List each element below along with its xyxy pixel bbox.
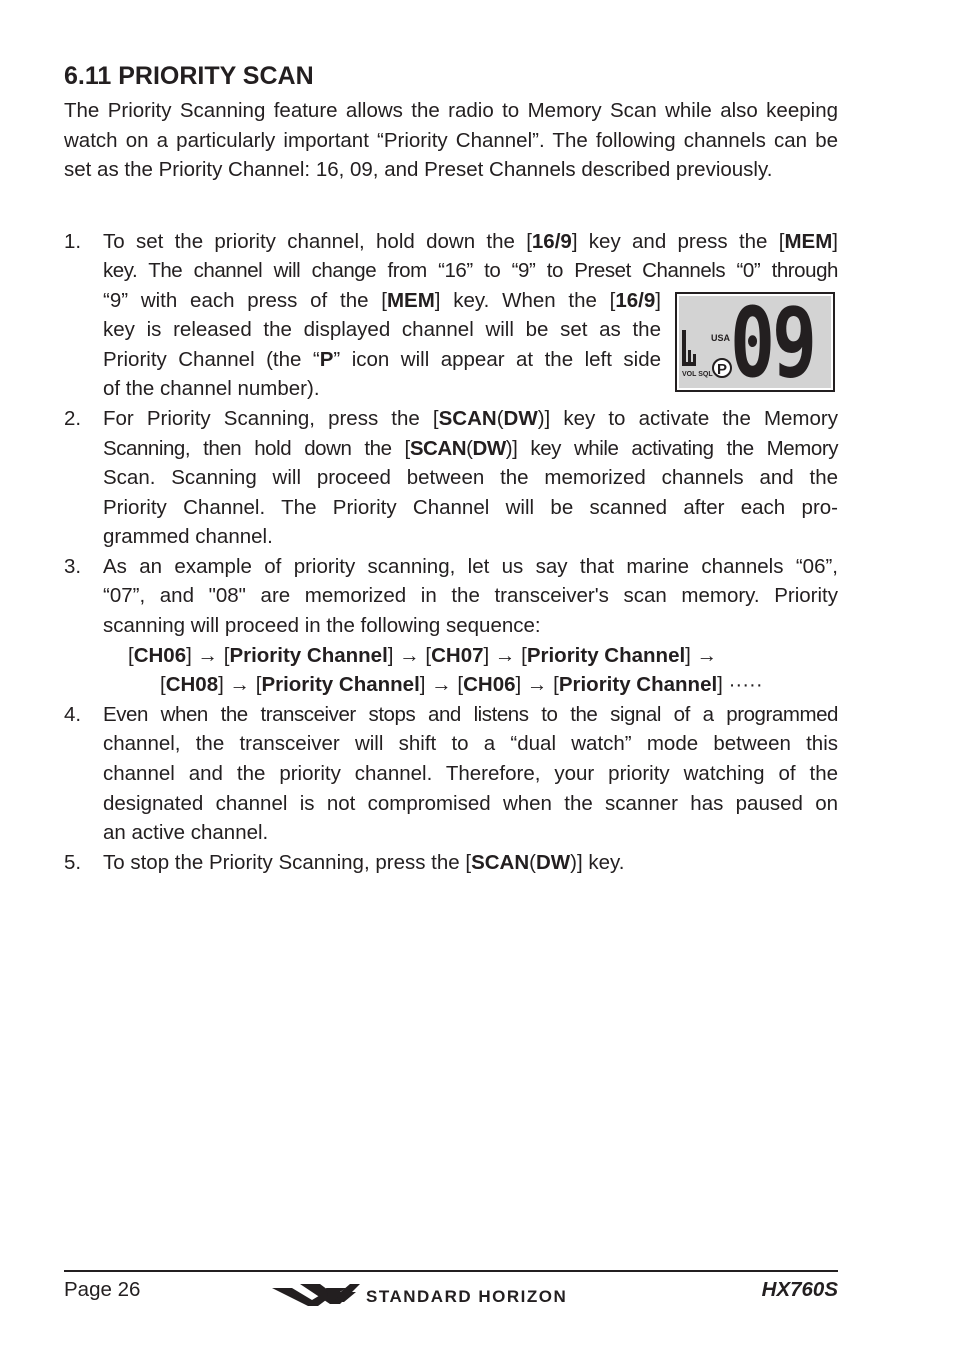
svg-text:P: P	[716, 361, 728, 378]
step-line: of the channel number).	[103, 377, 320, 400]
step-line: Priority Channel (the “P” icon will appear at the left side	[103, 348, 661, 371]
svg-text:STANDARD HORIZON: STANDARD HORIZON	[366, 1287, 568, 1306]
section-heading: 6.11 PRIORITY SCAN	[64, 62, 314, 90]
step-line: Priority Channel. The Priority Channel will be scanned after each pro-	[103, 496, 838, 519]
step-line: Even when the transceiver stops and listens to the signal of a programmed	[103, 703, 838, 726]
channel-digits: 09	[730, 292, 814, 392]
lcd-display-illustration	[675, 292, 835, 392]
step-line: “07”, and "08" are memorized in the transceiver's scan memory. Priority	[103, 584, 838, 607]
step-line: For Priority Scanning, press the [SCAN(DW)] key to activate the Memory	[103, 407, 838, 430]
arrow-right-icon: →	[197, 644, 219, 667]
step-number: 5.	[64, 851, 82, 874]
step-line: channel, the transceiver will shift to a “dual watch” mode between this	[103, 732, 838, 755]
step-line: key is released the displayed channel will be set as the	[103, 318, 661, 341]
step-number: 3.	[64, 555, 82, 578]
step-line: To set the priority channel, hold down the [16/9] key and press the [MEM]	[103, 230, 838, 253]
step-number: 1.	[64, 230, 82, 253]
step-line: Scanning, then hold down the [SCAN(DW)] key while activating the Memory	[103, 437, 839, 460]
intro-paragraph: The Priority Scanning feature allows the radio to Memory Scan while also keeping watch on a particularly important “Priority Channel”. The following channels can be set as the Priority Channel: 16, 09, and Preset Channels described previously.	[64, 99, 838, 182]
scan-sequence-line: [CH06] → [Priority Channel] → [CH07] → [Priority Channel] →	[128, 644, 718, 667]
model-name: HX760S	[761, 1278, 838, 1301]
step-number: 4.	[64, 703, 82, 726]
standard-horizon-logo	[270, 1280, 640, 1310]
page-number: Page 26	[64, 1278, 141, 1301]
vol-sql-label: VOL SQL	[682, 371, 713, 378]
step-line: As an example of priority scanning, let us say that marine channels “06”,	[103, 555, 838, 578]
arrow-right-icon: →	[494, 644, 516, 667]
step-line: To stop the Priority Scanning, press the [SCAN(DW)] key.	[103, 851, 625, 874]
arrow-right-icon: →	[526, 673, 548, 696]
step-line: Scan. Scanning will proceed between the memorized channels and the	[103, 466, 838, 489]
brand-wave-icon	[272, 1284, 360, 1306]
arrow-right-icon: →	[399, 644, 420, 667]
step-line: grammed channel.	[103, 525, 273, 548]
arrow-right-icon: →	[229, 673, 251, 696]
step-line: an active channel.	[103, 821, 269, 844]
footer-rule	[64, 1270, 838, 1272]
usa-label: USA	[711, 333, 731, 343]
step-line: “9” with each press of the [MEM] key. When the [16/9]	[103, 289, 661, 312]
step-line: scanning will proceed in the following sequence:	[103, 614, 541, 637]
scan-sequence-line: [CH08] → [Priority Channel] → [CH06] → [Priority Channel] ·····	[160, 673, 763, 696]
arrow-right-icon: →	[431, 673, 452, 696]
step-line: key. The channel will change from “16” to “9” to Preset Channels “0” through	[103, 259, 838, 282]
step-number: 2.	[64, 407, 82, 430]
arrow-right-icon: →	[696, 644, 718, 667]
step-line: channel and the priority channel. Therefore, your priority watching of the	[103, 762, 838, 785]
step-line: designated channel is not compromised when the scanner has paused on	[103, 792, 838, 815]
